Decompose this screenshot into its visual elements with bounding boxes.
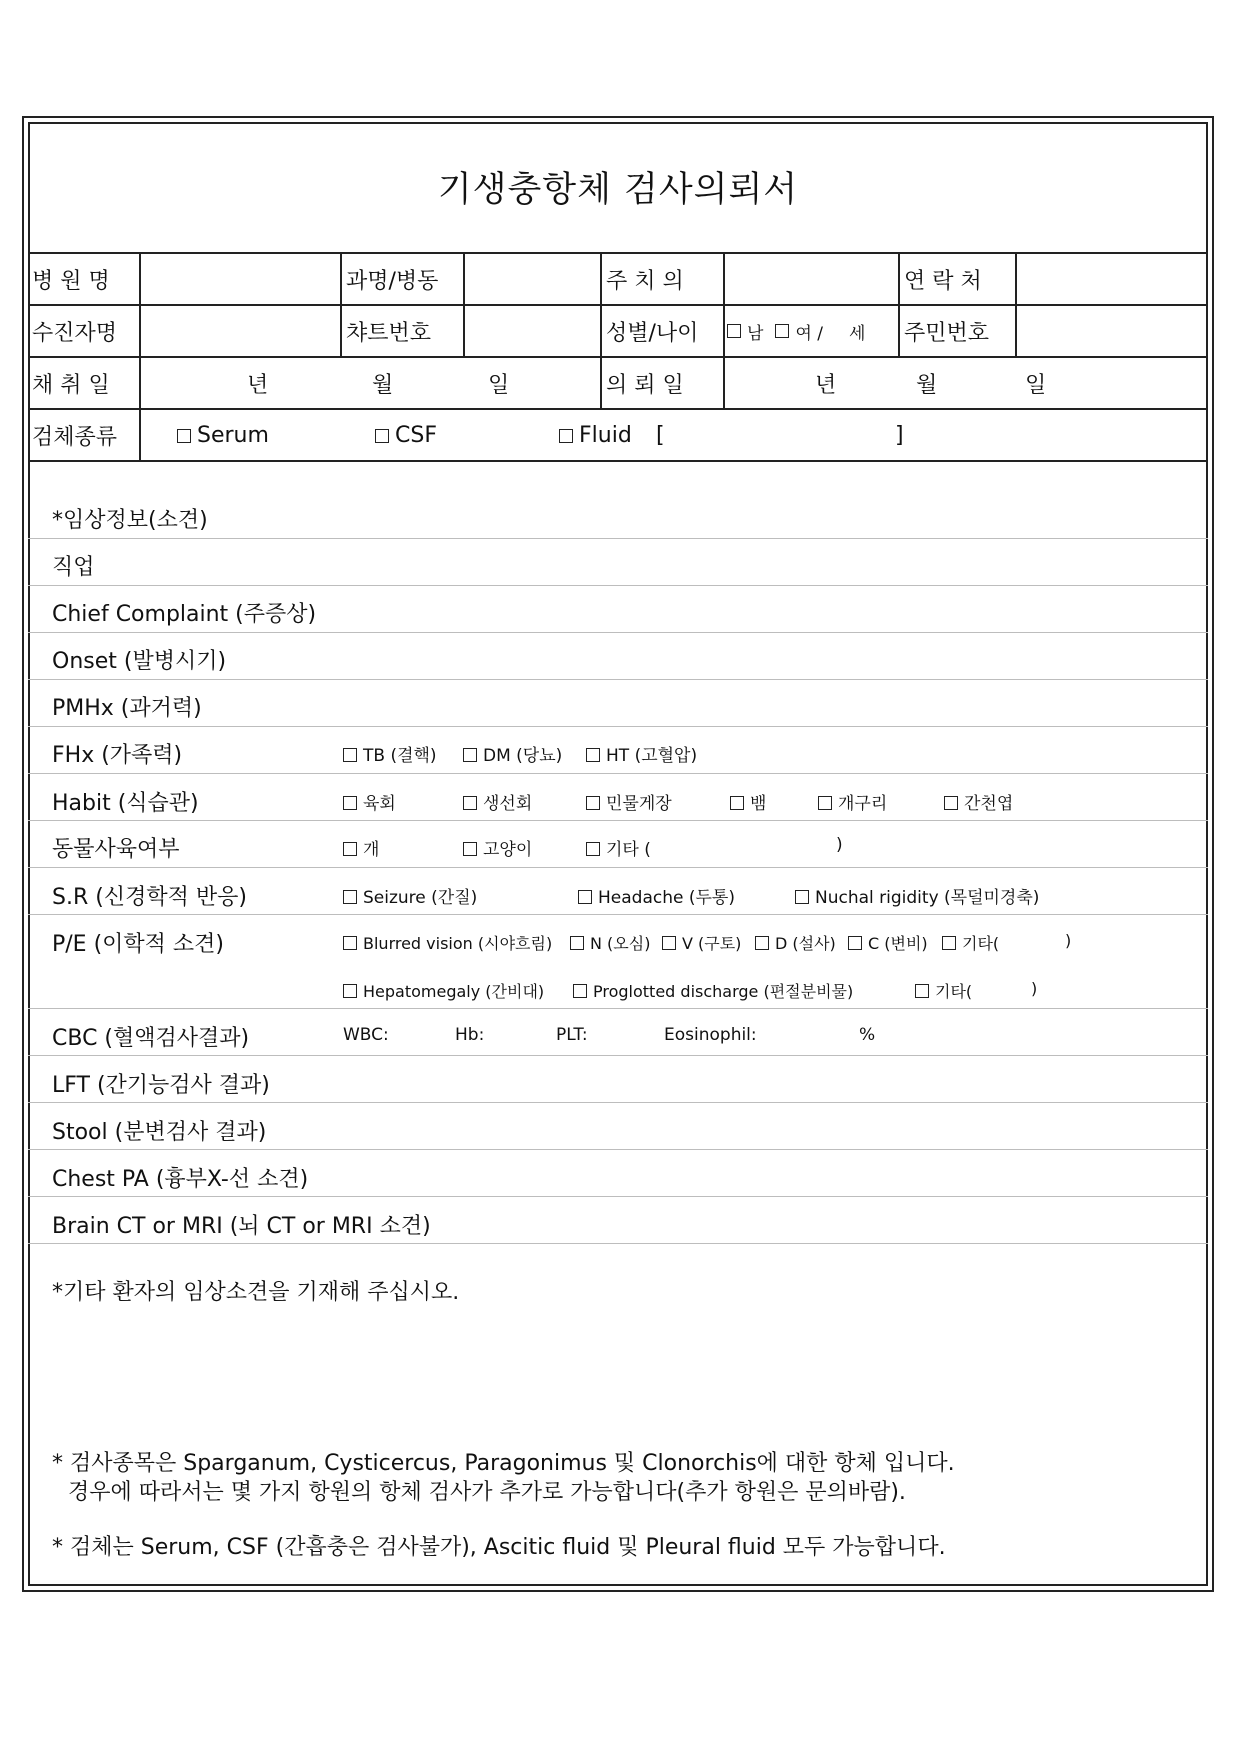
checkbox[interactable] <box>463 842 477 856</box>
option-label: Blurred vision (시야흐림) <box>363 934 553 953</box>
option-constipation[interactable] <box>848 931 928 954</box>
stool-label: Stool (분변검사 결과) <box>52 1120 267 1145</box>
collect-date-label: 채 취 일 <box>32 372 110 398</box>
day-label: 일 <box>488 372 510 398</box>
chief-complaint-label: Chief Complaint (주증상) <box>52 602 317 627</box>
option-label: D (설사) <box>775 934 836 953</box>
row-divider <box>28 1243 1208 1244</box>
row-divider <box>28 632 1208 633</box>
dept-label: 과명/병동 <box>346 268 439 294</box>
option-frog[interactable] <box>818 789 887 814</box>
cbc-label: CBC (혈액검사결과) <box>52 1026 250 1051</box>
checkbox[interactable] <box>586 842 600 856</box>
row-divider <box>28 679 1208 680</box>
checkbox[interactable] <box>730 796 744 810</box>
checkbox-female[interactable] <box>775 324 789 338</box>
year-label: 년 <box>247 372 269 398</box>
row-divider <box>28 1055 1208 1056</box>
fluid-bracket-close: ] <box>895 422 904 448</box>
request-date-field[interactable] <box>725 358 1207 408</box>
checkbox[interactable] <box>662 936 676 950</box>
option-label: 개구리 <box>838 794 888 814</box>
option-crab[interactable] <box>586 789 672 814</box>
hospital-label: 병 원 명 <box>32 268 110 294</box>
checkbox[interactable] <box>570 936 584 950</box>
option-headache[interactable] <box>578 883 735 908</box>
fluid-bracket-open: [ <box>656 422 665 448</box>
footer-note-2: * 검체는 Serum, CSF (간흡충은 검사불가), Ascitic fluid 및 Pleural fluid 모두 가능합니다. <box>52 1535 946 1560</box>
option-label: 민물게장 <box>606 794 672 814</box>
row-divider <box>28 1149 1208 1150</box>
pmhx-label: PMHx (과거력) <box>52 696 202 721</box>
option-ht[interactable] <box>586 741 697 766</box>
option-label: 기타 ( <box>606 840 651 860</box>
option-label: 생선회 <box>483 794 533 814</box>
contact-label: 연 락 처 <box>904 268 982 294</box>
doctor-field[interactable] <box>725 254 898 304</box>
pe-other-close: ) <box>1065 931 1072 950</box>
option-blurred-vision[interactable] <box>343 931 552 954</box>
option-seizure[interactable] <box>343 883 477 908</box>
checkbox[interactable] <box>463 796 477 810</box>
option-cat[interactable] <box>463 835 532 860</box>
other-findings-area[interactable] <box>52 1310 1182 1430</box>
option-label: N (오심) <box>590 934 651 953</box>
eosinophil-unit: % <box>859 1025 876 1045</box>
row-divider <box>28 773 1208 774</box>
sr-label: S.R (신경학적 반응) <box>52 885 247 910</box>
chest-label: Chest PA (흉부X-선 소견) <box>52 1167 309 1192</box>
option-serum[interactable] <box>177 423 269 448</box>
patient-field[interactable] <box>141 306 340 356</box>
row-divider <box>28 1102 1208 1103</box>
option-pe-other[interactable] <box>942 931 999 954</box>
footer-note-1-cont: 경우에 따라서는 몇 가지 항원의 항체 검사가 추가로 가능합니다(추가 항원은 문의바람). <box>68 1480 906 1505</box>
other-close-paren: ) <box>836 835 843 855</box>
option-dog[interactable] <box>343 835 379 860</box>
checkbox[interactable] <box>573 984 587 998</box>
checkbox[interactable] <box>942 936 956 950</box>
option-nausea[interactable] <box>570 931 650 954</box>
resident-no-field[interactable] <box>1017 306 1207 356</box>
wbc-label: WBC: <box>343 1025 389 1045</box>
row-divider <box>28 726 1208 727</box>
option-vomit[interactable] <box>662 931 741 954</box>
divider <box>28 460 1208 462</box>
sex-age-label: 성별/나이 <box>606 320 699 346</box>
checkbox[interactable] <box>343 984 357 998</box>
option-nuchal[interactable] <box>795 883 1039 908</box>
footer-note-1: * 검사종목은 Sparganum, Cysticercus, Paragonimus 및 Clonorchis에 대한 항체 입니다. <box>52 1451 955 1476</box>
eosinophil-label: Eosinophil: <box>664 1025 757 1045</box>
checkbox-serum[interactable] <box>177 429 191 443</box>
checkbox[interactable] <box>795 890 809 904</box>
row-divider <box>28 820 1208 821</box>
occupation-label: 직업 <box>52 555 95 580</box>
checkbox[interactable] <box>915 984 929 998</box>
onset-label: Onset (발병시기) <box>52 649 227 674</box>
hospital-field[interactable] <box>141 254 340 304</box>
option-label: 뱀 <box>750 794 767 814</box>
form-title: 기생충항체 검사의뢰서 <box>437 170 799 210</box>
option-csf[interactable] <box>375 423 437 448</box>
checkbox-fluid[interactable] <box>559 429 573 443</box>
option-other-animal[interactable] <box>586 835 651 860</box>
option-label: 육회 <box>363 794 396 814</box>
checkbox[interactable] <box>343 936 357 950</box>
checkbox[interactable] <box>848 936 862 950</box>
option-liver[interactable] <box>944 789 1013 814</box>
hb-label: Hb: <box>455 1025 485 1045</box>
row-divider <box>28 1008 1208 1009</box>
checkbox[interactable] <box>586 748 600 762</box>
checkbox[interactable] <box>586 796 600 810</box>
specimen-label: 검체종류 <box>32 424 118 450</box>
option-pe-other-2[interactable] <box>915 979 972 1002</box>
collect-date-field[interactable] <box>141 358 600 408</box>
option-label: V (구토) <box>682 934 742 953</box>
option-label: Nuchal rigidity (목덜미경축) <box>815 888 1040 908</box>
day-label: 일 <box>1025 372 1047 398</box>
option-label: 개 <box>363 840 380 860</box>
checkbox[interactable] <box>463 748 477 762</box>
patient-label: 수진자명 <box>32 320 118 346</box>
checkbox[interactable] <box>343 842 357 856</box>
row-divider <box>28 867 1208 868</box>
option-fluid[interactable] <box>559 423 632 448</box>
dept-field[interactable] <box>465 254 600 304</box>
option-label: Seizure (간질) <box>363 888 478 908</box>
clinical-header: *임상정보(소견) <box>52 508 208 533</box>
other-findings-note: *기타 환자의 임상소견을 기재해 주십시오. <box>52 1280 460 1305</box>
checkbox[interactable] <box>343 748 357 762</box>
fluid-label: Fluid <box>579 422 632 448</box>
checkbox-csf[interactable] <box>375 429 389 443</box>
option-label: 간천엽 <box>964 794 1014 814</box>
option-proglotted[interactable] <box>573 979 853 1002</box>
fhx-label: FHx (가족력) <box>52 743 183 768</box>
checkbox[interactable] <box>343 890 357 904</box>
resident-no-label: 주민번호 <box>904 320 990 346</box>
option-yukhoe[interactable] <box>343 789 396 814</box>
age-unit: 세 <box>849 323 866 344</box>
sex-age-field <box>727 306 898 356</box>
plt-label: PLT: <box>556 1025 588 1045</box>
checkbox[interactable] <box>578 890 592 904</box>
contact-field[interactable] <box>1017 254 1207 304</box>
row-divider <box>28 1196 1208 1197</box>
habit-label: Habit (식습관) <box>52 791 199 816</box>
option-label: DM (당뇨) <box>483 746 563 766</box>
option-dm[interactable] <box>463 741 562 766</box>
option-hepatomegaly[interactable] <box>343 979 544 1002</box>
option-tb[interactable] <box>343 741 437 766</box>
option-label: 기타( <box>962 934 1000 953</box>
specimen-options <box>141 410 1207 460</box>
option-label: C (변비) <box>868 934 928 953</box>
checkbox[interactable] <box>755 936 769 950</box>
chart-no-label: 챠트번호 <box>346 320 432 346</box>
option-label: HT (고혈압) <box>606 746 698 766</box>
checkbox-male[interactable] <box>727 324 741 338</box>
female-label: 여 / <box>795 323 823 344</box>
option-diarrhea[interactable] <box>755 931 836 954</box>
brain-label: Brain CT or MRI (뇌 CT or MRI 소견) <box>52 1214 431 1239</box>
checkbox[interactable] <box>818 796 832 810</box>
row-divider <box>28 914 1208 915</box>
row-divider <box>28 538 1208 539</box>
month-label: 월 <box>372 372 394 398</box>
option-label: 고양이 <box>483 840 533 860</box>
option-label: 기타( <box>935 982 973 1001</box>
csf-label: CSF <box>395 422 437 448</box>
option-raw-fish[interactable] <box>463 789 532 814</box>
option-label: Hepatomegaly (간비대) <box>363 982 545 1001</box>
doctor-label: 주 치 의 <box>606 268 684 294</box>
lft-label: LFT (간기능검사 결과) <box>52 1073 270 1098</box>
option-snake[interactable] <box>730 789 766 814</box>
row-divider <box>28 585 1208 586</box>
serum-label: Serum <box>197 422 269 448</box>
option-label: TB (결핵) <box>363 746 437 766</box>
animal-label: 동물사육여부 <box>52 837 180 862</box>
option-label: Proglotted discharge (편절분비물) <box>593 982 854 1001</box>
checkbox[interactable] <box>944 796 958 810</box>
checkbox[interactable] <box>343 796 357 810</box>
year-label: 년 <box>815 372 837 398</box>
chart-no-field[interactable] <box>465 306 600 356</box>
pe-other-close-2: ) <box>1031 979 1038 998</box>
request-date-label: 의 뢰 일 <box>606 372 684 398</box>
option-label: Headache (두통) <box>598 888 735 908</box>
month-label: 월 <box>916 372 938 398</box>
pe-label: P/E (이학적 소견) <box>52 932 224 957</box>
male-label: 남 <box>747 323 764 344</box>
